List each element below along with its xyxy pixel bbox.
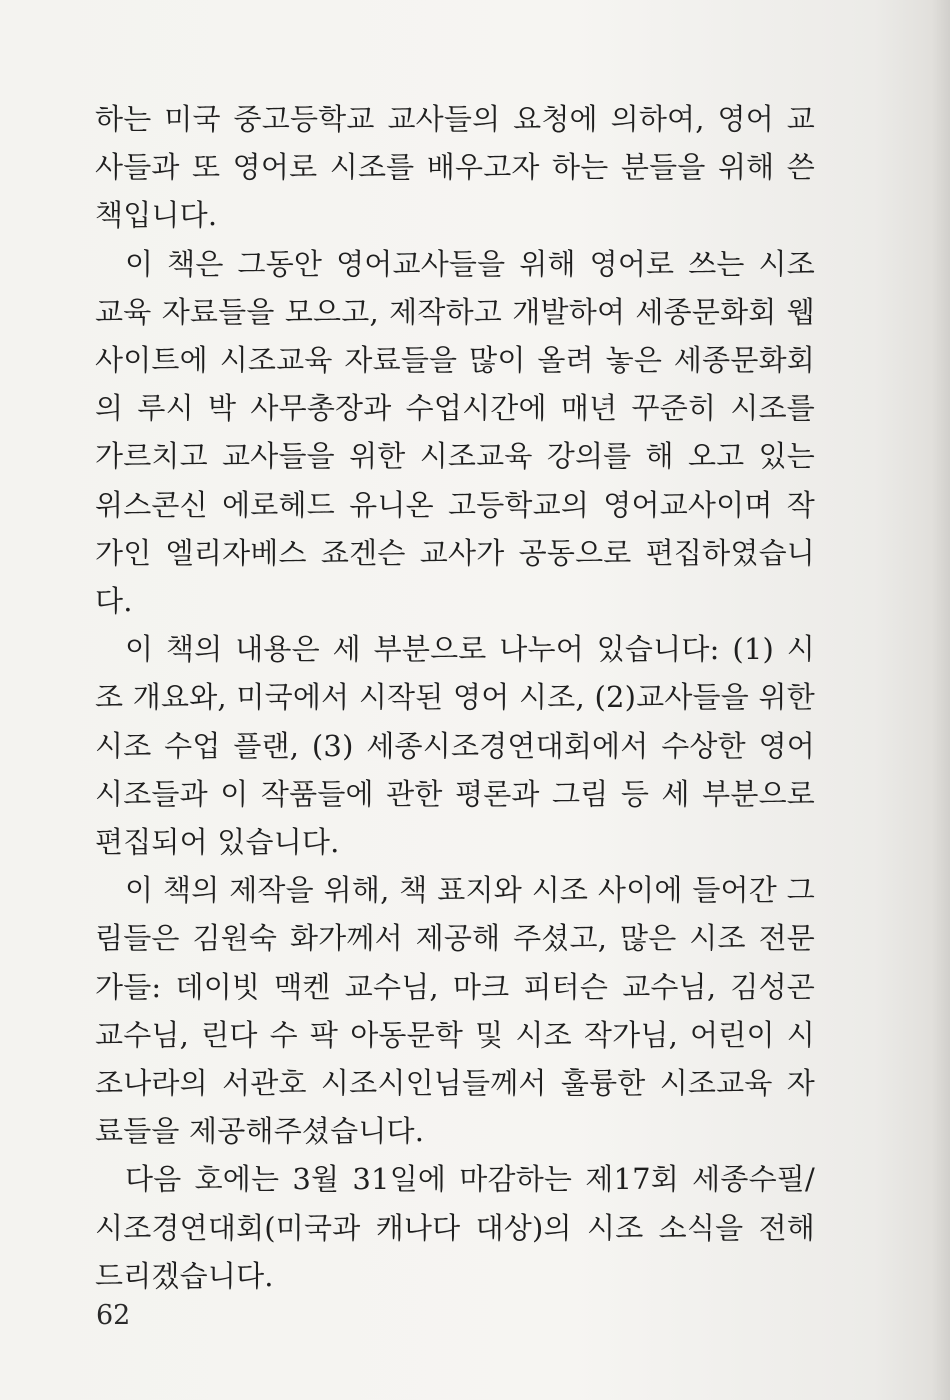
page-edge-shadow xyxy=(932,0,950,1400)
paragraph-editors: 이 책은 그동안 영어교사들을 위해 영어로 쓰는 시조 교육 자료들을 모으고, 제작하고 개발하여 세종문화회 웹사이트에 시조교육 자료들을 많이 올려 놓은 세종문화회의 루시 박 사무총장과 수업시간에 매년 꾸준히 시조를 가르치고 교사들을 위한 시조교육 강의를 해 오고 있는 위스콘신 에로헤드 유니온 고등학교의 영어교사이며 작가인 엘리자베스 죠겐슨 교사가 공동으로 편집하였습니다. xyxy=(95,246,815,619)
paragraph-acknowledgements: 이 책의 제작을 위해, 책 표지와 시조 사이에 들어간 그림들은 김원숙 화가께서 제공해 주셨고, 많은 시조 전문가들: 데이빗 맥켄 교수님, 마크 피터슨 교수님, 김성곤 교수님, 린다 수 팍 아동문학 및 시조 작가님, 어린이 시조나라의 서관호 시조시인님들께서 훌륭한 시조교육 자료들을 제공해주셨습니다. xyxy=(95,873,815,1149)
paragraph-next-issue: 다음 호에는 3월 31일에 마감하는 제17회 세종수필/시조경연대회(미국과 캐나다 대상)의 시조 소식을 전해 드리겠습니다. xyxy=(95,1162,815,1293)
paragraph-continued: 하는 미국 중고등학교 교사들의 요청에 의하여, 영어 교사들과 또 영어로 시조를 배우고자 하는 분들을 위해 쓴 책입니다. xyxy=(95,102,815,233)
body-text xyxy=(95,95,815,1300)
paragraph-contents: 이 책의 내용은 세 부분으로 나누어 있습니다: (1) 시조 개요와, 미국에서 시작된 영어 시조, (2)교사들을 위한 시조 수업 플랜, (3) 세종시조경연대회에서 수상한 영어시조들과 이 작품들에 관한 평론과 그림 등 세 부분으로 편집되어 있습니다. xyxy=(95,632,815,860)
page-number: 62 xyxy=(96,1300,131,1331)
